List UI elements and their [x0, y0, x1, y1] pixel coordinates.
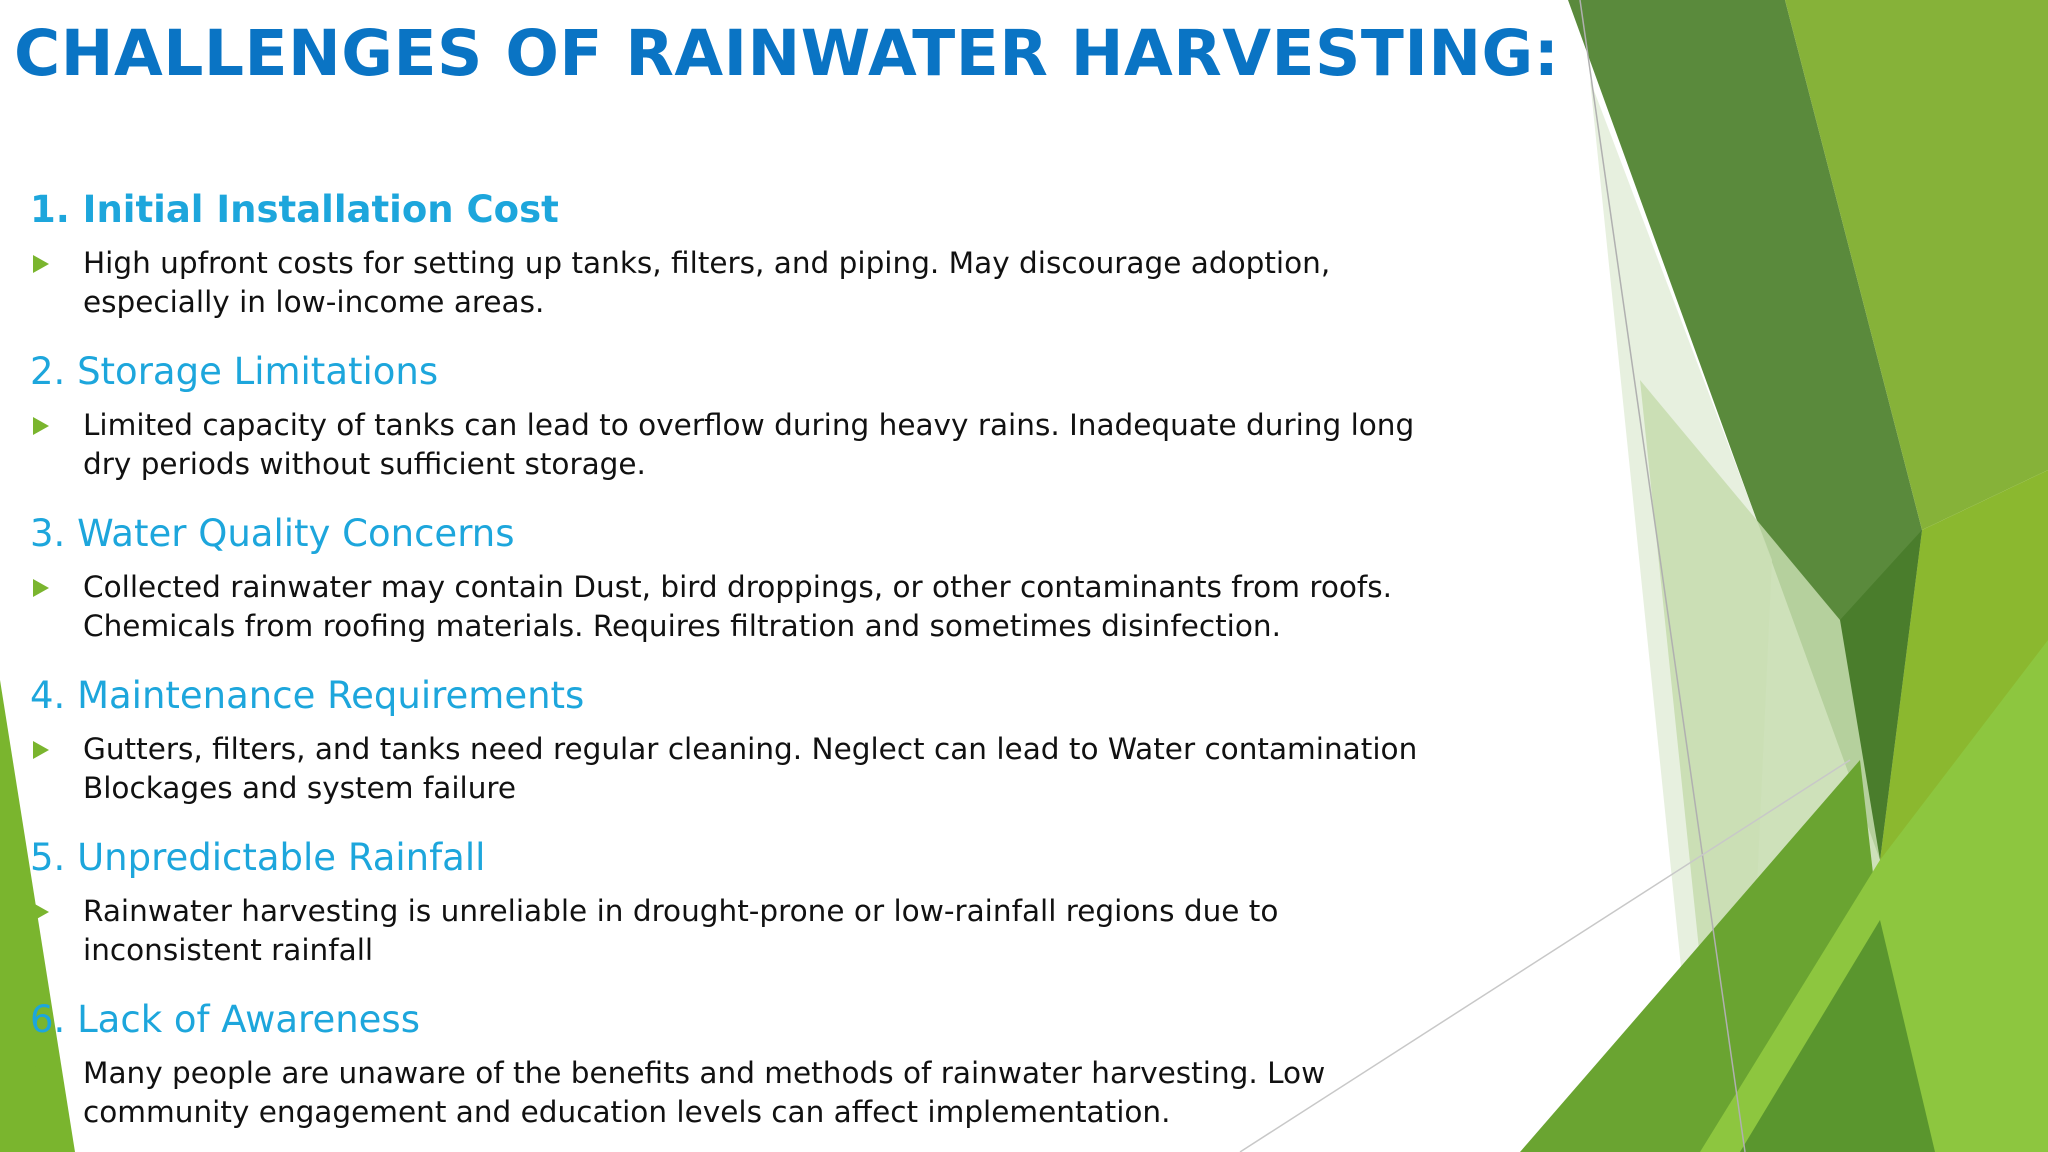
bullet-item — [30, 730, 1450, 808]
bullet-text: Many people are unaware of the benefits and methods of rainwater harvesting. Low community engagement and education levels can affect implementation. — [83, 1056, 1326, 1129]
triangle-bullet-icon — [33, 579, 49, 597]
bullet-text: Limited capacity of tanks can lead to overflow during heavy rains. Inadequate during long dry periods without sufficient storage. — [83, 408, 1415, 481]
challenge-section-5 — [30, 834, 1450, 996]
challenge-section-6 — [30, 996, 1450, 1152]
bullet-item — [30, 1054, 1450, 1132]
bullet-item — [30, 244, 1450, 322]
bullet-text: High upfront costs for setting up tanks, filters, and piping. May discourage adoption, especially in low-income areas. — [83, 246, 1331, 319]
challenge-section-1 — [30, 186, 1450, 348]
section-heading: 3. Water Quality Concerns — [30, 512, 515, 555]
slide-title: CHALLENGES OF RAINWATER HARVESTING: — [14, 17, 1560, 90]
bullet-item — [30, 406, 1450, 484]
section-heading: 6. Lack of Awareness — [30, 998, 420, 1041]
section-heading: 2. Storage Limitations — [30, 350, 439, 393]
bullet-item — [30, 568, 1450, 646]
section-heading: 5. Unpredictable Rainfall — [30, 836, 486, 879]
triangle-bullet-icon — [33, 1065, 49, 1083]
bullet-text: Rainwater harvesting is unreliable in drought-prone or low-rainfall regions due to inconsistent rainfall — [83, 894, 1279, 967]
section-heading: 4. Maintenance Requirements — [30, 674, 585, 717]
bullet-text: Gutters, filters, and tanks need regular cleaning. Neglect can lead to Water contamination Blockages and system failure — [83, 732, 1418, 805]
triangle-bullet-icon — [33, 417, 49, 435]
triangle-bullet-icon — [33, 903, 49, 921]
bullet-item — [30, 892, 1450, 970]
challenge-section-4 — [30, 672, 1450, 834]
challenge-section-2 — [30, 348, 1450, 510]
challenges-list — [30, 186, 1450, 1152]
section-heading: 1. Initial Installation Cost — [30, 188, 559, 231]
triangle-bullet-icon — [33, 255, 49, 273]
challenge-section-3 — [30, 510, 1450, 672]
triangle-bullet-icon — [33, 741, 49, 759]
bullet-text: Collected rainwater may contain Dust, bird droppings, or other contaminants from roofs. Chemicals from roofing materials. Requires filtration and sometimes disinfection. — [83, 570, 1393, 643]
